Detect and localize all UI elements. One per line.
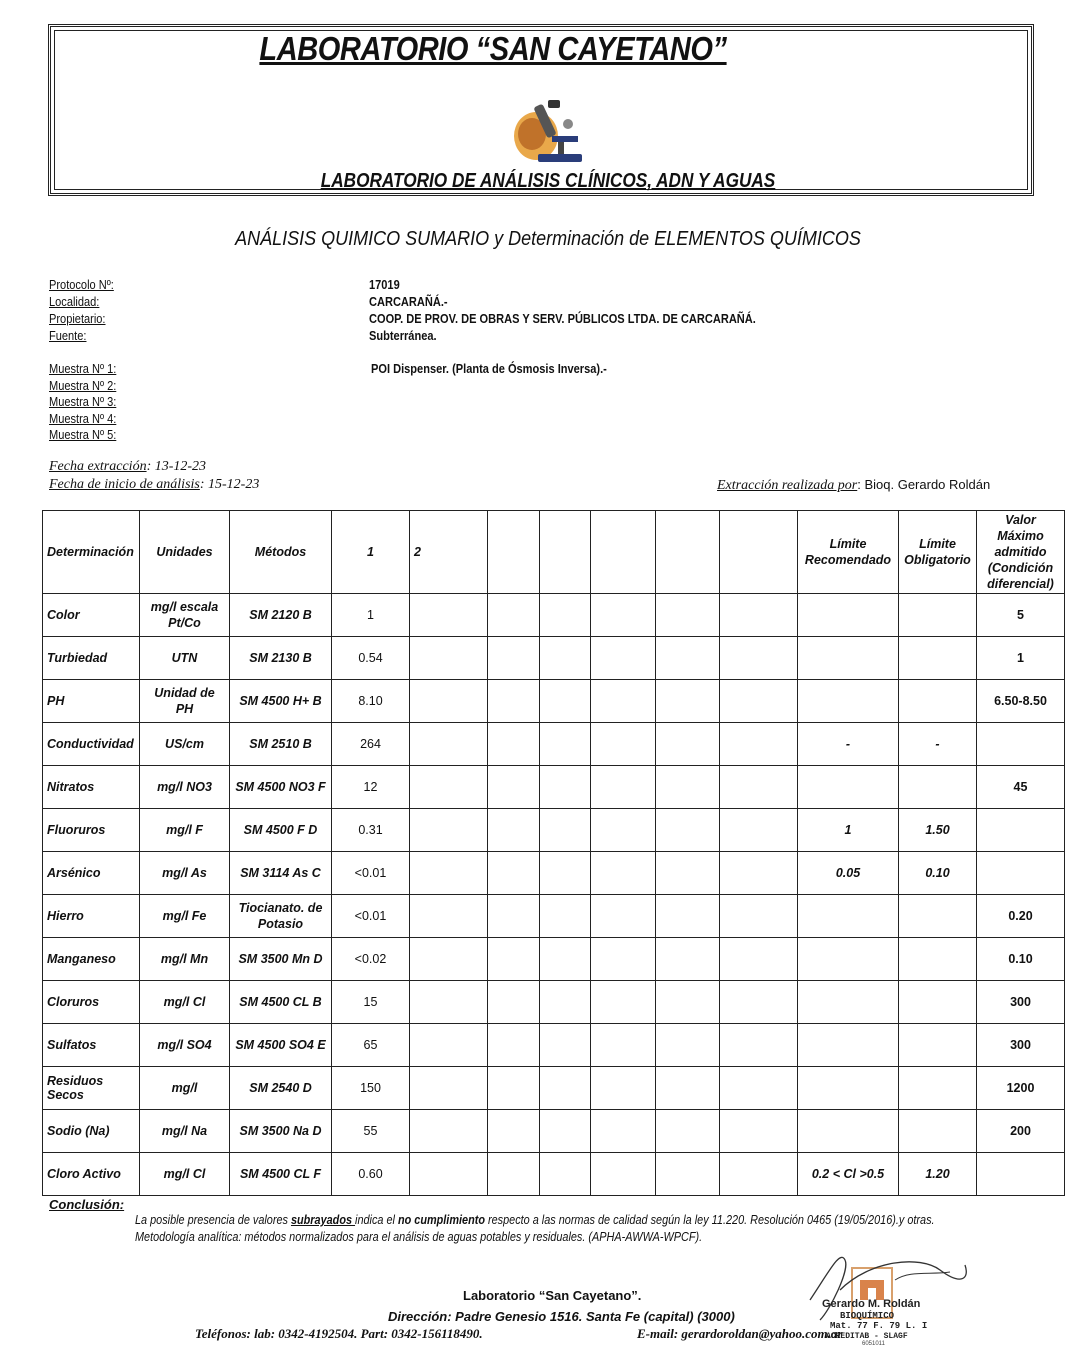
cell-limite-recomendado	[798, 766, 899, 809]
cell-muestra-2	[410, 723, 488, 766]
table-row	[43, 938, 1065, 981]
cell-limite-obligatorio	[899, 895, 977, 938]
cell-unidades: mg/l escala Pt/Co	[140, 594, 230, 637]
cell-valor-maximo: 45	[977, 766, 1065, 809]
cell-muestra-2	[410, 1110, 488, 1153]
cell-limite-recomendado	[798, 1067, 899, 1110]
header-muestra-2: 2	[410, 511, 488, 594]
header-muestra-1: 1	[332, 511, 410, 594]
cell-metodo: SM 2540 D	[230, 1067, 332, 1110]
stamp-num: 6051011	[862, 1341, 885, 1345]
cell-limite-obligatorio	[899, 938, 977, 981]
table-row	[43, 1153, 1065, 1196]
cell-valor-maximo: 5	[977, 594, 1065, 637]
muestra-1-value: POI Dispenser. (Planta de Ósmosis Inversa).-	[371, 361, 607, 376]
fuente-value: Subterránea.	[369, 328, 437, 343]
cell-muestra-2	[410, 809, 488, 852]
table-header-row	[43, 511, 1065, 594]
muestra-1-label: Muestra Nº 1:	[49, 361, 117, 376]
lab-name: LABORATORIO “SAN CAYETANO”	[259, 30, 727, 67]
propietario-label: Propietario:	[49, 311, 106, 326]
document-title: ANÁLISIS QUIMICO SUMARIO y Determinación de ELEMENTOS QUÍMICOS	[235, 228, 861, 250]
table-row	[43, 895, 1065, 938]
cell-unidades: mg/l As	[140, 852, 230, 895]
footer-telefonos: Teléfonos: lab: 0342-4192504. Part: 0342-156118490.	[195, 1326, 483, 1341]
cell-determinacion: Turbiedad	[43, 637, 140, 680]
cell-muestra-2	[410, 938, 488, 981]
cell-muestra-2	[410, 1067, 488, 1110]
table-row	[43, 766, 1065, 809]
cell-unidades: mg/l Cl	[140, 981, 230, 1024]
cell-determinacion: Fluoruros	[43, 809, 140, 852]
table-row	[43, 723, 1065, 766]
cell-determinacion: Arsénico	[43, 852, 140, 895]
cell-muestra-1: 0.60	[332, 1153, 410, 1196]
cell-valor-maximo: 300	[977, 981, 1065, 1024]
cell-valor-maximo	[977, 1153, 1065, 1196]
cell-limite-recomendado	[798, 981, 899, 1024]
cell-determinacion: Manganeso	[43, 938, 140, 981]
muestra-3-label: Muestra Nº 3:	[49, 394, 117, 409]
cell-muestra-2	[410, 594, 488, 637]
cell-muestra-2	[410, 766, 488, 809]
cell-valor-maximo	[977, 809, 1065, 852]
results-table	[42, 510, 1065, 1196]
cell-limite-obligatorio	[899, 766, 977, 809]
protocolo-value: 17019	[369, 277, 400, 292]
cell-muestra-1: 8.10	[332, 680, 410, 723]
cell-unidades: mg/l Cl	[140, 1153, 230, 1196]
cell-muestra-2	[410, 852, 488, 895]
cell-metodo: SM 2120 B	[230, 594, 332, 637]
cell-determinacion: Color	[43, 594, 140, 637]
cell-limite-obligatorio	[899, 1024, 977, 1067]
cell-limite-recomendado: 1	[798, 809, 899, 852]
cell-metodo: Tiocianato. de Potasio	[230, 895, 332, 938]
cell-metodo: SM 4500 SO4 E	[230, 1024, 332, 1067]
cell-muestra-1: 264	[332, 723, 410, 766]
cell-limite-obligatorio	[899, 637, 977, 680]
cell-muestra-1: <0.01	[332, 852, 410, 895]
header-unidades: Unidades	[140, 511, 230, 594]
cell-muestra-2	[410, 637, 488, 680]
cell-valor-maximo	[977, 852, 1065, 895]
cell-muestra-1: <0.02	[332, 938, 410, 981]
fuente-label: Fuente:	[49, 328, 87, 343]
cell-muestra-1: 12	[332, 766, 410, 809]
cell-determinacion: Cloruros	[43, 981, 140, 1024]
conclusion-line-1: La posible presencia de valores subrayados indica el no cumplimiento respecto a las normas de calidad según la ley 11.220. Resolución 0465 (19/05/2016).y otras.	[135, 1213, 935, 1227]
header-determinacion: Determinación	[43, 511, 140, 594]
cell-muestra-1: 150	[332, 1067, 410, 1110]
cell-muestra-1: 65	[332, 1024, 410, 1067]
cell-determinacion: Cloro Activo	[43, 1153, 140, 1196]
stamp-name: Gerardo M. Roldán	[822, 1298, 921, 1310]
cell-determinacion: Hierro	[43, 895, 140, 938]
cell-valor-maximo: 1	[977, 637, 1065, 680]
header-valor-maximo: Valor Máximo admitido (Condición diferencial)	[977, 511, 1065, 594]
cell-limite-obligatorio	[899, 594, 977, 637]
protocolo-label: Protocolo Nº:	[49, 277, 114, 292]
cell-limite-recomendado	[798, 680, 899, 723]
cell-valor-maximo: 200	[977, 1110, 1065, 1153]
table-row	[43, 1110, 1065, 1153]
conclusion-line-2: Metodología analítica: métodos normalizados para el análisis de aguas potables y residuales. (APHA-AWWA-WPCF).	[135, 1230, 703, 1244]
footer-email: E-mail: gerardoroldan@yahoo.com.ar	[637, 1326, 843, 1341]
muestra-2-label: Muestra Nº 2:	[49, 378, 117, 393]
cell-limite-recomendado: -	[798, 723, 899, 766]
cell-limite-obligatorio: -	[899, 723, 977, 766]
lab-subtitle: LABORATORIO DE ANÁLISIS CLÍNICOS, ADN Y AGUAS	[320, 170, 776, 192]
cell-metodo: SM 4500 CL F	[230, 1153, 332, 1196]
cell-metodo: SM 2130 B	[230, 637, 332, 680]
cell-muestra-2	[410, 895, 488, 938]
cell-unidades: mg/l Fe	[140, 895, 230, 938]
cell-determinacion: Sulfatos	[43, 1024, 140, 1067]
microscope-logo-icon	[508, 96, 588, 171]
cell-unidades: mg/l F	[140, 809, 230, 852]
cell-muestra-1: 55	[332, 1110, 410, 1153]
cell-unidades: mg/l Na	[140, 1110, 230, 1153]
cell-limite-recomendado	[798, 594, 899, 637]
cell-unidades: UTN	[140, 637, 230, 680]
fecha-inicio: Fecha de inicio de análisis: 15-12-23	[49, 477, 260, 492]
cell-unidades: mg/l SO4	[140, 1024, 230, 1067]
cell-limite-recomendado: 0.2 < Cl >0.5	[798, 1153, 899, 1196]
footer-lab: Laboratorio “San Cayetano”.	[463, 1288, 642, 1303]
cell-determinacion: Sodio (Na)	[43, 1110, 140, 1153]
cell-muestra-1: 0.31	[332, 809, 410, 852]
cell-limite-recomendado	[798, 938, 899, 981]
cell-limite-obligatorio: 1.50	[899, 809, 977, 852]
cell-unidades: mg/l NO3	[140, 766, 230, 809]
table-row	[43, 981, 1065, 1024]
cell-valor-maximo: 1200	[977, 1067, 1065, 1110]
cell-limite-recomendado	[798, 637, 899, 680]
conclusion-label: Conclusión:	[49, 1197, 125, 1212]
cell-muestra-2	[410, 981, 488, 1024]
cell-determinacion: PH	[43, 680, 140, 723]
cell-valor-maximo: 300	[977, 1024, 1065, 1067]
cell-limite-obligatorio: 1.20	[899, 1153, 977, 1196]
table-row	[43, 1067, 1065, 1110]
header-limite-obligatorio: Límite Obligatorio	[899, 511, 977, 594]
cell-determinacion: Residuos Secos	[43, 1067, 140, 1110]
cell-muestra-2	[410, 1024, 488, 1067]
cell-valor-maximo: 6.50-8.50	[977, 680, 1065, 723]
cell-muestra-1: 0.54	[332, 637, 410, 680]
localidad-label: Localidad:	[49, 294, 100, 309]
fecha-extraccion: Fecha extracción: 13-12-23	[49, 459, 207, 474]
table-row	[43, 852, 1065, 895]
cell-determinacion: Conductividad	[43, 723, 140, 766]
cell-metodo: SM 4500 H+ B	[230, 680, 332, 723]
cell-metodo: SM 4500 CL B	[230, 981, 332, 1024]
muestra-5-label: Muestra Nº 5:	[49, 427, 117, 442]
cell-valor-maximo	[977, 723, 1065, 766]
cell-limite-recomendado	[798, 1110, 899, 1153]
stamp-title: BIOQUÍMICO	[840, 1311, 895, 1321]
cell-unidades: Unidad de PH	[140, 680, 230, 723]
muestra-4-label: Muestra Nº 4:	[49, 411, 117, 426]
cell-limite-recomendado	[798, 895, 899, 938]
table-row	[43, 809, 1065, 852]
cell-limite-obligatorio	[899, 1067, 977, 1110]
cell-unidades: US/cm	[140, 723, 230, 766]
cell-metodo: SM 3500 Na D	[230, 1110, 332, 1153]
cell-metodo: SM 4500 F D	[230, 809, 332, 852]
cell-determinacion: Nitratos	[43, 766, 140, 809]
stamp-org: ACREDITAB - SLAGF	[826, 1332, 908, 1341]
cell-metodo: SM 2510 B	[230, 723, 332, 766]
header-metodos: Métodos	[230, 511, 332, 594]
cell-valor-maximo: 0.20	[977, 895, 1065, 938]
table-row	[43, 1024, 1065, 1067]
cell-muestra-1: 1	[332, 594, 410, 637]
cell-limite-recomendado	[798, 1024, 899, 1067]
propietario-value: COOP. DE PROV. DE OBRAS Y SERV. PÚBLICOS LTDA. DE CARCARAÑÁ.	[369, 311, 756, 326]
cell-limite-recomendado: 0.05	[798, 852, 899, 895]
cell-metodo: SM 3114 As C	[230, 852, 332, 895]
table-row	[43, 594, 1065, 637]
stamp-mat: Mat. 77 F. 79 L. I	[830, 1321, 928, 1331]
cell-limite-obligatorio	[899, 1110, 977, 1153]
signature-stamp	[800, 1250, 980, 1350]
cell-metodo: SM 4500 NO3 F	[230, 766, 332, 809]
cell-limite-obligatorio	[899, 981, 977, 1024]
cell-valor-maximo: 0.10	[977, 938, 1065, 981]
cell-muestra-2	[410, 1153, 488, 1196]
cell-muestra-1: <0.01	[332, 895, 410, 938]
table-row	[43, 680, 1065, 723]
cell-unidades: mg/l Mn	[140, 938, 230, 981]
footer-direccion: Dirección: Padre Genesio 1516. Santa Fe (capital) (3000)	[388, 1309, 735, 1324]
cell-limite-obligatorio	[899, 680, 977, 723]
cell-metodo: SM 3500 Mn D	[230, 938, 332, 981]
extraccion-realizada: Extracción realizada por: Bioq. Gerardo Roldán	[717, 477, 991, 493]
table-row	[43, 637, 1065, 680]
cell-unidades: mg/l	[140, 1067, 230, 1110]
cell-muestra-1: 15	[332, 981, 410, 1024]
cell-limite-obligatorio: 0.10	[899, 852, 977, 895]
cell-muestra-2	[410, 680, 488, 723]
localidad-value: CARCARAÑÁ.-	[369, 294, 448, 309]
header-limite-recomendado: Límite Recomendado	[798, 511, 899, 594]
